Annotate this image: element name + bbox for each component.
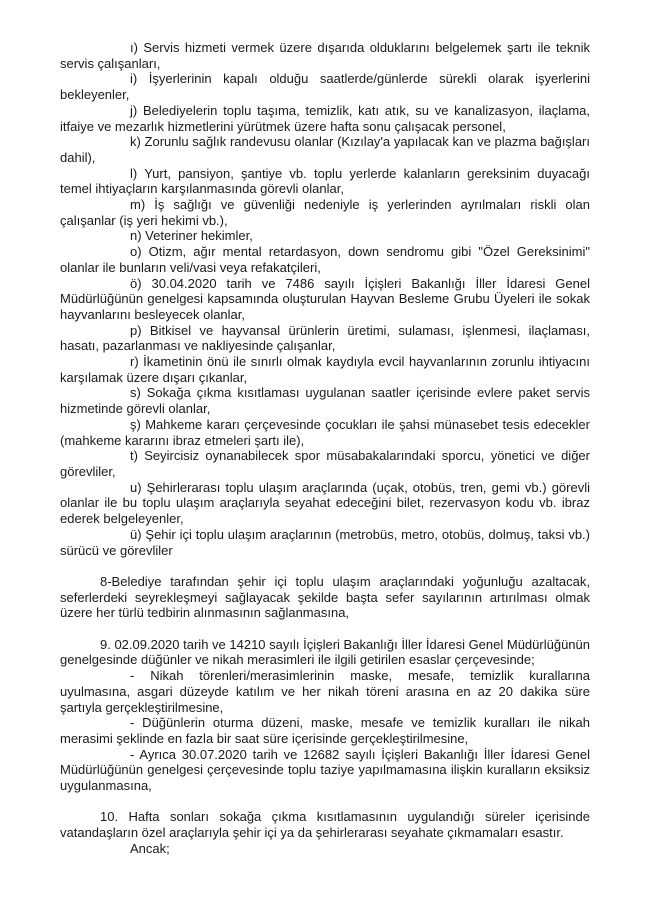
list-item-j: j) Belediyelerin toplu taşıma, temizlik, katı atık, su ve kanalizasyon, ilaçlama, itfaiye ve mezarlık hizmetlerini yürütmek üzere hafta sonu çalışacak personel,	[60, 102, 590, 134]
spacer	[60, 558, 590, 574]
list-item-i-dotless: ı) Servis hizmeti vermek üzere dışarıda olduklarını belgelemek şartı ile teknik servis çalışanları,	[60, 40, 590, 71]
section-9-bullet: - Düğünlerin oturma düzeni, maske, mesafe ve temizlik kuralları ile nikah merasimi şeklinde en fazla bir saat süre içerisinde gerçekleştirilmesine,	[60, 715, 590, 746]
section-10-paragraph: 10. Hafta sonları sokağa çıkma kısıtlamasının uygulandığı süreler içerisinde vatandaşların özel araçlarıyla şehir içi ya da şehirlerarası seyahate çıkmamaları esastır.	[60, 809, 590, 841]
section-9-intro: 9. 02.09.2020 tarih ve 14210 sayılı İçişleri Bakanlığı İller İdaresi Genel Müdürlüğünün genelgesinde düğünler ve nikah merasimleri ile ilgili getirilen esaslar çerçevesinde;	[60, 636, 590, 668]
section-10-continuation: Ancak;	[130, 840, 170, 856]
list-item-o: o) Otizm, ağır mental retardasyon, down sendromu gibi "Özel Gereksinimi" olanlar ile bunların veli/vasi veya refakatçileri,	[60, 244, 590, 275]
list-item-n: n) Veteriner hekimler,	[130, 228, 253, 244]
list-item-m: m) İş sağlığı ve güvenliği nedeniyle iş yerlerinden ayrılmaları riskli olan çalışanlar (iş yeri hekimi vb.),	[60, 197, 590, 228]
list-item-u: u) Şehirlerarası toplu ulaşım araçlarında (uçak, otobüs, tren, gemi vb.) görevli olanlar ile bu toplu ulaşım araçlarıyla seyahat edeceğini bilet, rezervasyon kodu vb. ibraz ederek belgeleyenler,	[60, 479, 590, 527]
list-item-u-umlaut: ü) Şehir içi toplu ulaşım araçlarının (metrobüs, metro, otobüs, dolmuş, taksi vb.) sürücü ve görevliler	[60, 526, 590, 558]
document-page	[60, 40, 590, 857]
list-item-i: i) İşyerlerinin kapalı olduğu saatlerde/günlerde sürekli olarak işyerlerini bekleyenler,	[60, 71, 590, 103]
list-item-p: p) Bitkisel ve hayvansal ürünlerin üretimi, sulaması, işlenmesi, ilaçlaması, hasatı, pazarlanması ve nakliyesinde çalışanlar,	[60, 322, 590, 354]
list-item-s-cedilla: ş) Mahkeme kararı çerçevesinde çocukları ile şahsi münasebet tesis edecekler (mahkeme kararını ibraz etmeleri şartı ile),	[60, 416, 590, 448]
spacer	[60, 794, 590, 810]
section-9-bullet: - Nikah törenleri/merasimlerinin maske, mesafe, temizlik kurallarına uyulmasına, asgari düzeyde katılım ve her nikah töreni arasına en az 20 dakika süre şartıyla gerçekleştirilmesine,	[60, 668, 590, 715]
section-8-paragraph: 8-Belediye tarafından şehir içi toplu ulaşım araçlarındaki yoğunluğu azaltacak, seferlerdeki seyrekleşmeyi sağlayacak şekilde başta sefer sayılarının artırılması olmak üzere her türlü tedbirin alınmasının sağlanmasına,	[60, 573, 590, 621]
list-item-s: s) Sokağa çıkma kısıtlaması uygulanan saatler içerisinde evlere paket servis hizmetinde görevli olanlar,	[60, 385, 590, 417]
list-item-t: t) Seyircisiz oynanabilecek spor müsabakalarındaki sporcu, yönetici ve diğer görevliler,	[60, 448, 590, 479]
spacer	[60, 621, 590, 637]
list-item-o-umlaut: ö) 30.04.2020 tarih ve 7486 sayılı İçişleri Bakanlığı İller İdaresi Genel Müdürlüğünün genelgesi kapsamında oluşturulan Hayvan Besleme Grubu Üyeleri ile sokak hayvanlarını besleyecek olanlar,	[60, 275, 590, 322]
list-item-l: l) Yurt, pansiyon, şantiye vb. toplu yerlerde kalanların gereksinim duyacağı temel ihtiyaçların karşılanmasında görevli olanlar,	[60, 165, 590, 197]
list-item-k: k) Zorunlu sağlık randevusu olanlar (Kızılay'a yapılacak kan ve plazma bağışları dahil),	[60, 134, 590, 165]
section-9-bullet: - Ayrıca 30.07.2020 tarih ve 12682 sayılı İçişleri Bakanlığı İller İdaresi Genel Müdürlüğünün genelgesi çerçevesinde toplu taziye yapılmamasına ilişkin kuralların eksiksiz uygulanmasına,	[60, 746, 590, 794]
list-item-r: r) İkametinin önü ile sınırlı olmak kaydıyla evcil hayvanlarının zorunlu ihtiyacını karşılamak üzere dışarı çıkanlar,	[60, 354, 590, 385]
